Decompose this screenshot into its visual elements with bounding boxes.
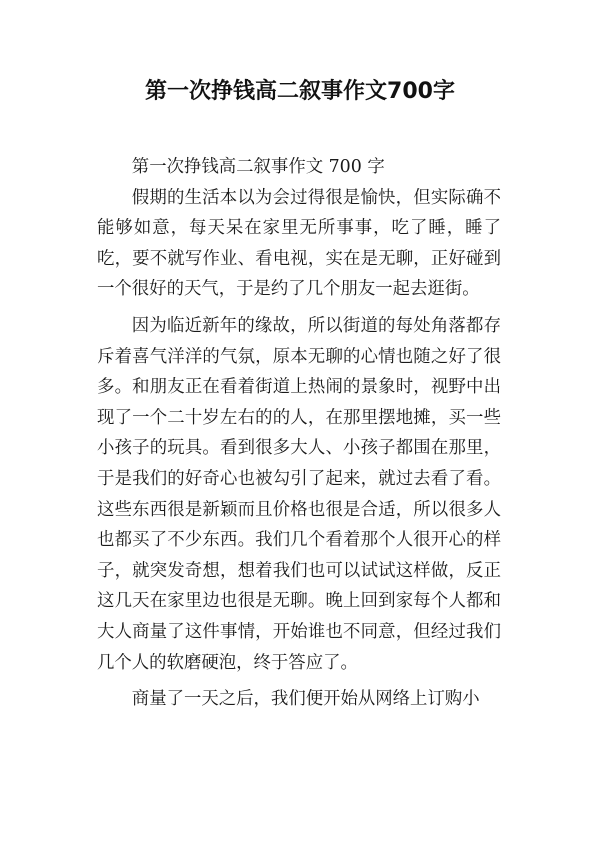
document-body — [97, 152, 501, 721]
document-title: 第一次挣钱高二叙事作文700字 — [145, 79, 455, 104]
document-subtitle: 第一次挣钱高二叙事作文 700 字 — [131, 157, 385, 177]
paragraph-3: 商量了一天之后，我们便开始从网络上订购小 — [131, 689, 480, 710]
paragraph-2: 因为临近新年的缘故，所以街道的每处角落都存斥着喜气洋洋的气氛，原本无聊的心情也随之好了很多。和朋友正在看着街道上热闹的景象时，视野中出现了一个二十岁左右的的人，在那里摆地摊，买一些小孩子的玩具。看到很多大人、小孩子都围在那里，于是我们的好奇心也被勾引了起来，就过去看了看。这些东西很是新颖而且价格也很是合适，所以很多人也都买了不少东西。我们几个看着那个人很开心的样子，就突发奇想，想着我们也可以试试这样做，反正这几天在家里边也很是无聊。晚上回到家每个人都和大人商量了这件事情，开始谁也不同意，但经过我们几个人的软磨硬泡，终于答应了。 — [97, 315, 501, 673]
paragraph-1: 假期的生活本以为会过得很是愉快，但实际确不能够如意，每天呆在家里无所事事，吃了睡，睡了吃，要不就写作业、看电视，实在是无聊，正好碰到一个很好的天气，于是约了几个朋友一起去逛街。 — [97, 187, 501, 300]
